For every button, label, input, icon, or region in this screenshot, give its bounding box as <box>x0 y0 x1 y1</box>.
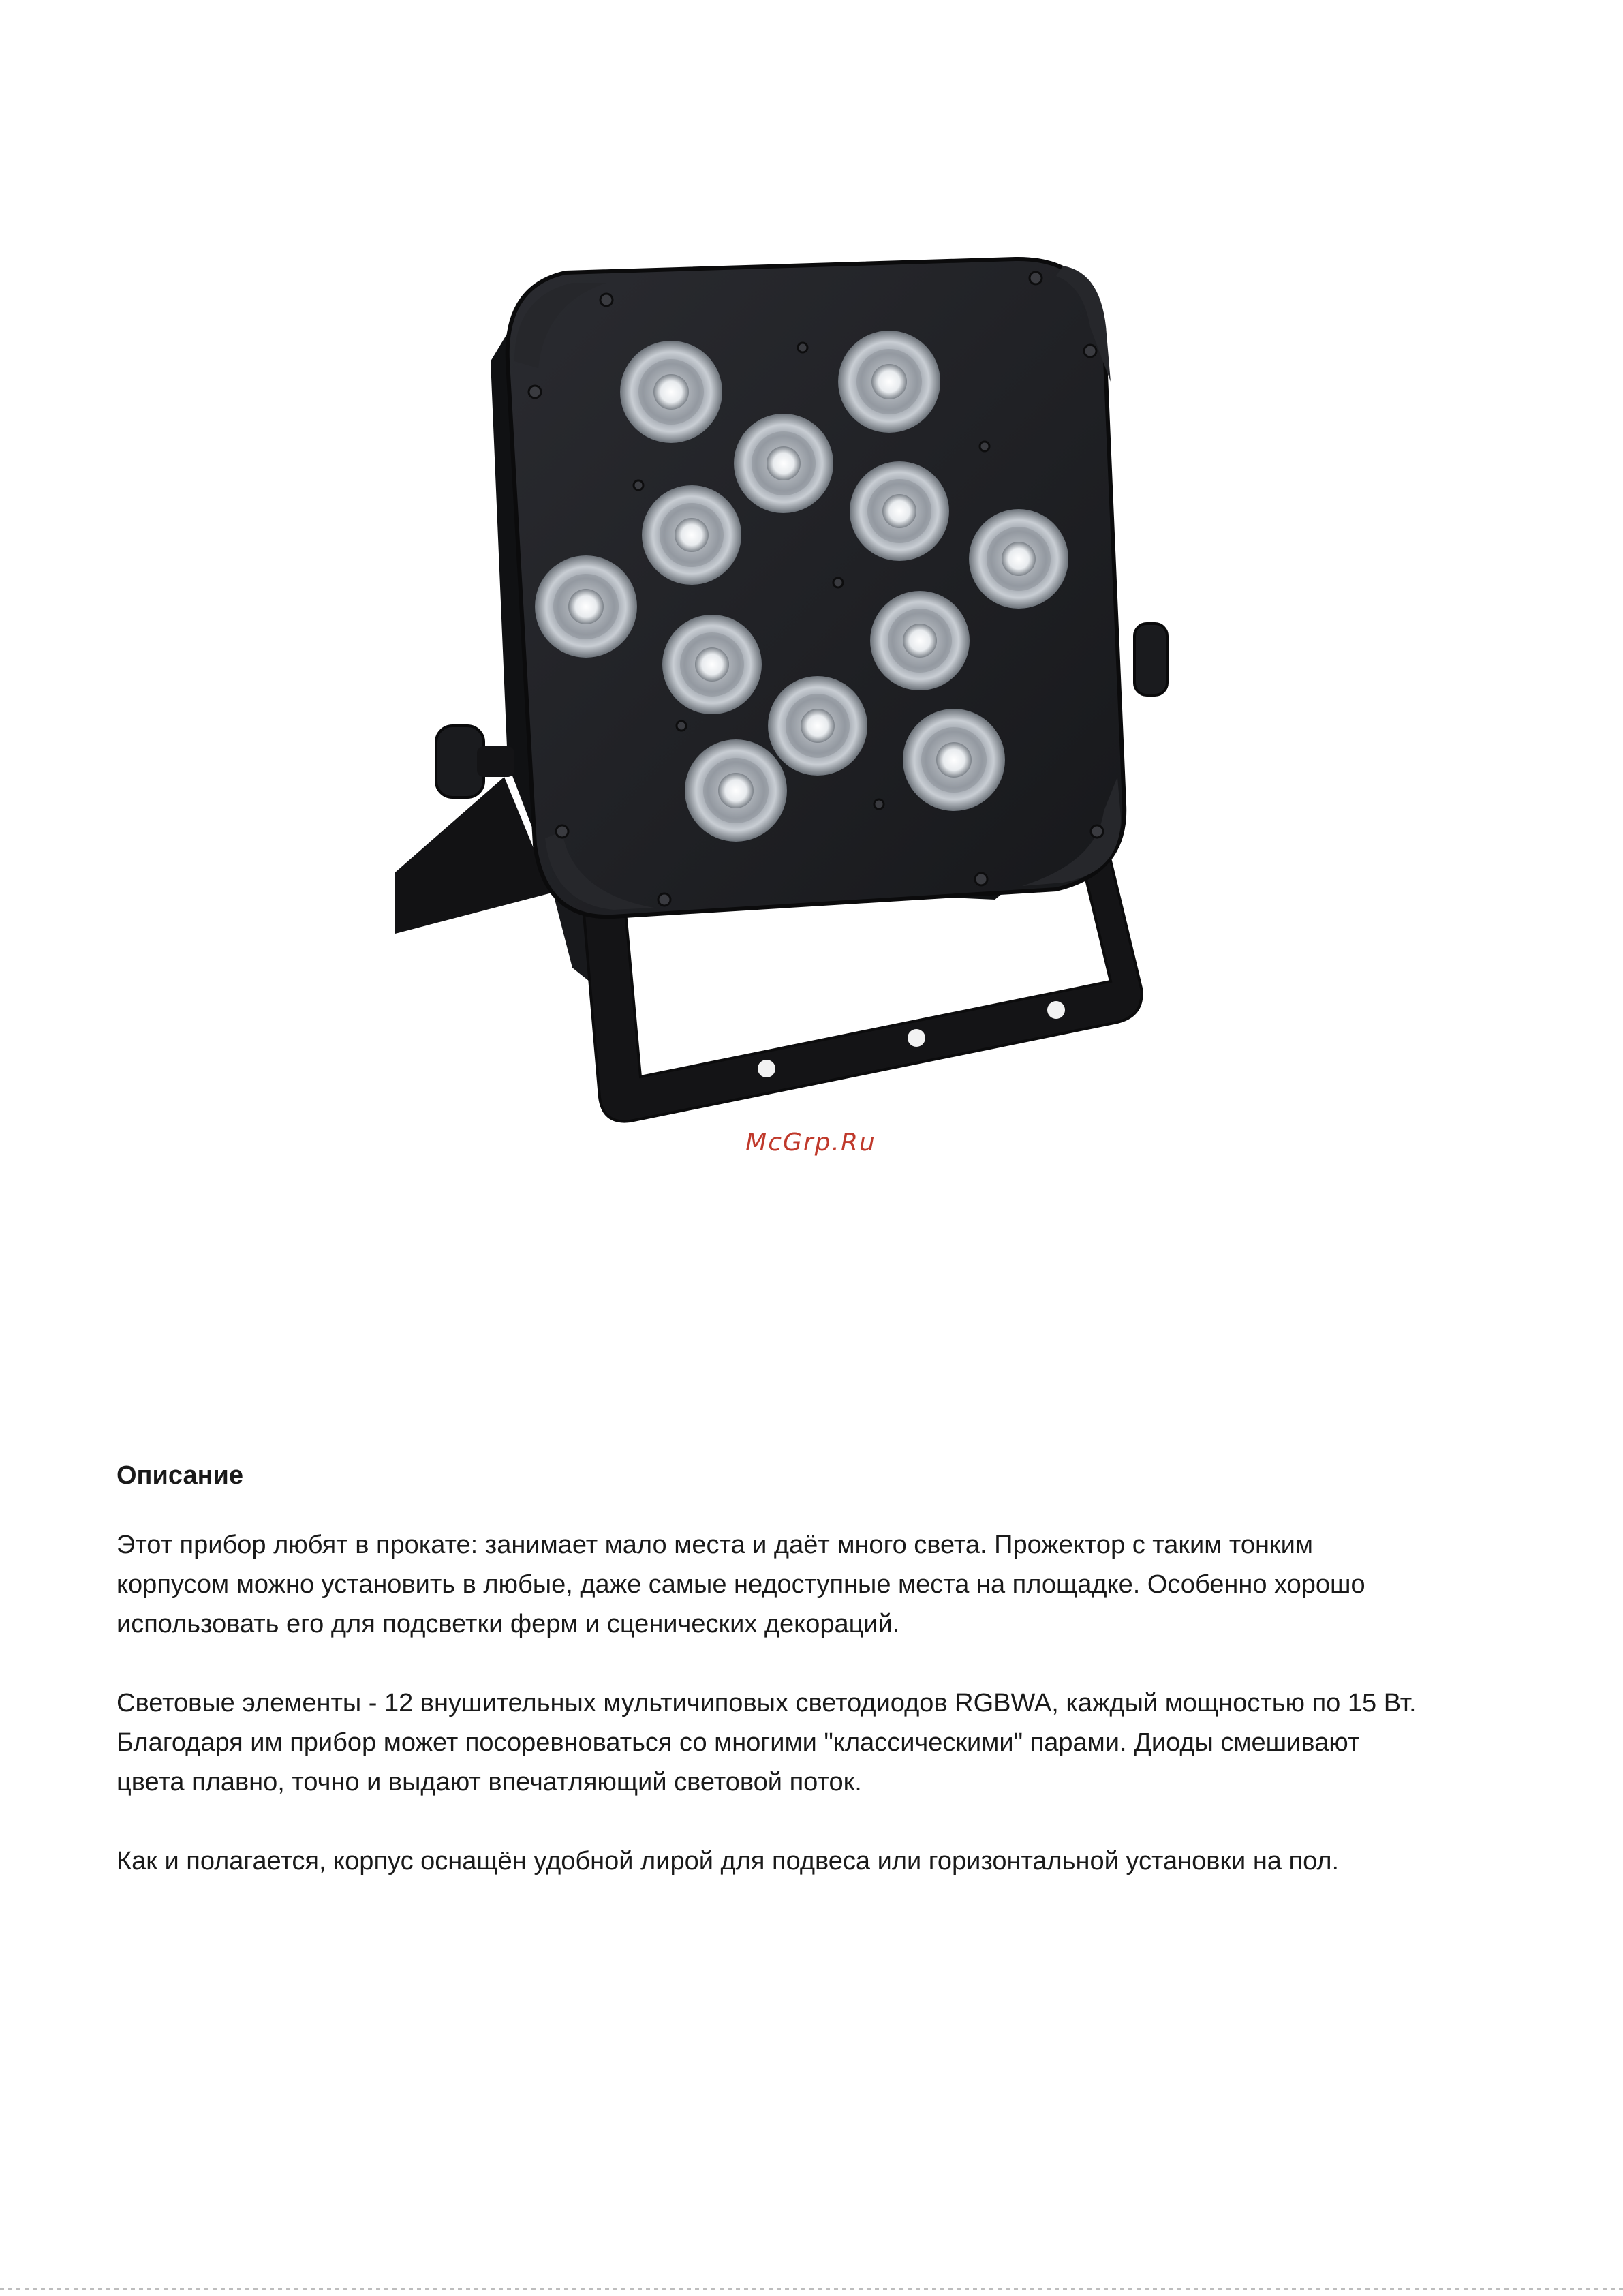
footer-divider <box>0 2288 1623 2290</box>
paragraph-light-elements: Световые элементы - 12 внушительных мультичиповых светодиодов RGBWA, каждый мощностью по 15 Вт. Благодаря им прибор может посоревноваться со многими "классическими" парами. Диоды смешивают цвета плавно, точно и выдают впечатляющий световой поток. <box>117 1689 1417 1796</box>
description-section <box>117 1455 1520 1920</box>
paragraph-intro: Этот прибор любят в прокате: занимает мало места и даёт много света. Прожектор с таким тонким корпусом можно установить в любые, даже самые недоступные места на площадке. Особенно хорошо использовать его для подсветки ферм и сценических декораций. <box>117 1531 1365 1638</box>
led-projector-icon <box>382 245 1240 1159</box>
section-heading: Описание <box>117 1461 244 1490</box>
watermark: McGrp.Ru <box>745 1129 876 1157</box>
product-image <box>382 245 1240 1159</box>
paragraph-bracket: Как и полагается, корпус оснащён удобной лирой для подвеса или горизонтальной установки на пол. <box>117 1847 1340 1876</box>
